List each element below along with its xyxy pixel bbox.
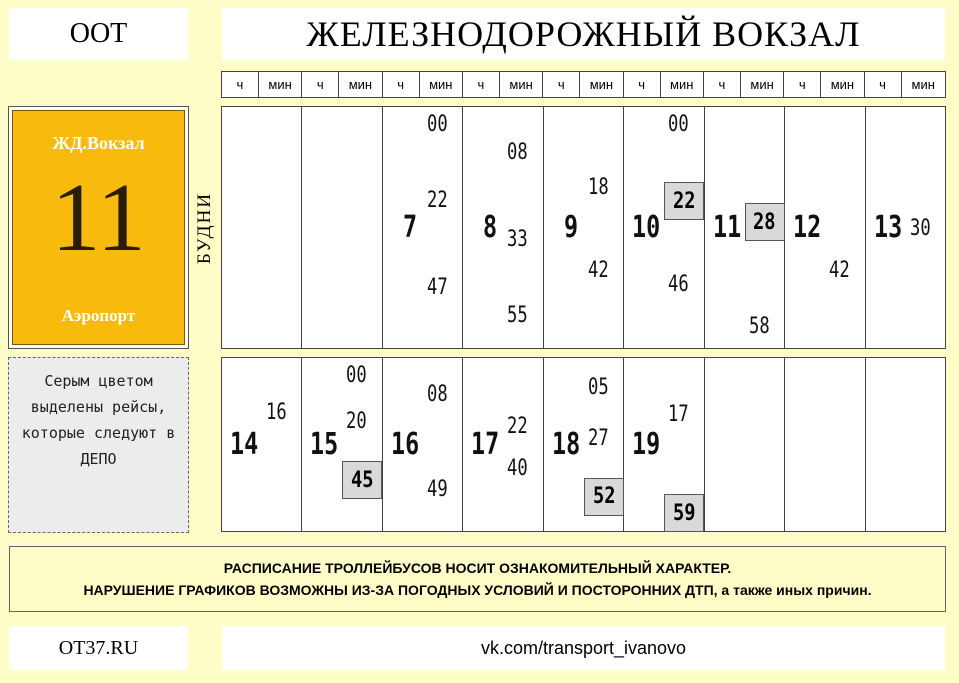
hour-value: 8 — [483, 209, 498, 245]
hour-column-header: ч — [704, 72, 741, 97]
departure-minute: 40 — [507, 455, 528, 481]
minute-column-header: мин — [661, 72, 704, 97]
departure-minute: 33 — [507, 226, 528, 252]
minute-column-header: мин — [420, 72, 463, 97]
site-link[interactable]: OT37.RU — [9, 626, 188, 670]
departure-minute: 20 — [346, 409, 368, 435]
hour-cell — [785, 358, 865, 531]
hour-cell — [222, 107, 302, 348]
hour-column-header: ч — [222, 72, 259, 97]
depot-departure-minute: 45 — [342, 461, 382, 499]
hour-cell — [302, 107, 382, 348]
vk-link[interactable]: vk.com/transport_ivanovo — [222, 626, 945, 670]
departure-minute: 42 — [829, 257, 850, 283]
hour-column-header: ч — [543, 72, 580, 97]
minute-column-header: мин — [500, 72, 543, 97]
departure-minute: 49 — [426, 476, 448, 502]
route-destination: Аэропорт — [61, 306, 136, 325]
hour-cell — [866, 107, 945, 348]
minute-column-header: мин — [339, 72, 382, 97]
hour-cell — [383, 358, 463, 531]
departure-minute: 08 — [507, 139, 528, 165]
departure-minute: 42 — [587, 257, 609, 283]
hour-cell — [544, 107, 624, 348]
day-type-label — [190, 106, 220, 349]
route-badge-fill — [12, 110, 185, 345]
schedule-row-2 — [221, 357, 946, 532]
departure-minute: 22 — [426, 188, 448, 214]
hour-cell — [463, 358, 543, 531]
departure-minute: 16 — [266, 400, 287, 426]
hour-cell — [302, 358, 382, 531]
route-origin: ЖД.Вокзал — [52, 133, 145, 153]
departure-minute: 30 — [909, 216, 931, 242]
depot-departure-minute: 59 — [664, 494, 704, 532]
route-badge — [8, 106, 189, 349]
minute-column-header: мин — [821, 72, 864, 97]
hour-value: 7 — [402, 209, 417, 245]
hour-column-header: ч — [383, 72, 420, 97]
hour-value: 14 — [230, 426, 259, 462]
hour-column-header: ч — [302, 72, 339, 97]
depot-legend-note: Серым цветом выделены рейсы, которые следуют в ДЕПО — [8, 357, 189, 533]
hour-cell — [463, 107, 543, 348]
hour-cell — [544, 358, 624, 531]
hour-cell — [222, 358, 302, 531]
hour-value: 10 — [632, 209, 661, 245]
minute-column-header: мин — [259, 72, 302, 97]
hour-column-header: ч — [865, 72, 902, 97]
disclaimer-line-2: НАРУШЕНИЕ ГРАФИКОВ ВОЗМОЖНЫ ИЗ-ЗА ПОГОДНЫХ УСЛОВИЙ И ПОСТОРОННИХ ДТП, а также иных причин. — [83, 582, 872, 598]
hour-column-header: ч — [463, 72, 500, 97]
minute-column-header: мин — [580, 72, 623, 97]
column-header-row — [221, 71, 946, 98]
company-label: ООТ — [9, 8, 188, 60]
departure-minute: 00 — [668, 112, 689, 137]
departure-minute: 55 — [507, 303, 528, 329]
hour-cell — [866, 358, 945, 531]
departure-minute: 18 — [587, 174, 609, 200]
route-number: 11 — [51, 164, 146, 272]
departure-minute: 17 — [668, 402, 689, 428]
departure-minute: 46 — [668, 271, 689, 297]
hour-cell — [383, 107, 463, 348]
depot-departure-minute: 28 — [745, 203, 785, 241]
day-type-text: БУДНИ — [194, 191, 215, 264]
departure-minute: 00 — [346, 363, 368, 388]
minute-column-header: мин — [741, 72, 784, 97]
hour-column-header: ч — [784, 72, 821, 97]
hour-value: 17 — [471, 426, 500, 462]
departure-minute: 05 — [587, 374, 609, 400]
departure-minute: 47 — [426, 275, 448, 301]
depot-departure-minute: 52 — [584, 478, 624, 516]
hour-cell — [624, 358, 704, 531]
schedule-row-1 — [221, 106, 946, 349]
hour-value: 19 — [632, 426, 661, 462]
hour-value: 18 — [551, 426, 580, 462]
hour-value: 15 — [310, 426, 339, 462]
hour-value: 12 — [793, 209, 822, 245]
hour-value: 13 — [873, 209, 902, 245]
depot-departure-minute: 22 — [664, 182, 704, 220]
minute-column-header: мин — [911, 77, 935, 92]
disclaimer-line-1: РАСПИСАНИЕ ТРОЛЛЕЙБУСОВ НОСИТ ОЗНАКОМИТЕЛЬНЫЙ ХАРАКТЕР. — [223, 560, 732, 576]
disclaimer-banner — [9, 546, 946, 612]
departure-minute: 22 — [507, 414, 528, 440]
hour-cell — [705, 358, 785, 531]
departure-minute: 58 — [748, 313, 770, 339]
departure-minute: 00 — [426, 112, 448, 137]
departure-minute: 08 — [426, 381, 448, 407]
departure-minute: 27 — [587, 425, 609, 451]
hour-cell — [705, 107, 785, 348]
hour-cell — [785, 107, 865, 348]
hour-value: 9 — [563, 209, 578, 245]
stop-title: ЖЕЛЕЗНОДОРОЖНЫЙ ВОКЗАЛ — [222, 8, 945, 60]
hour-column-header: ч — [624, 72, 661, 97]
hour-value: 11 — [712, 209, 741, 245]
hour-value: 16 — [390, 426, 420, 462]
hour-cell — [624, 107, 704, 348]
